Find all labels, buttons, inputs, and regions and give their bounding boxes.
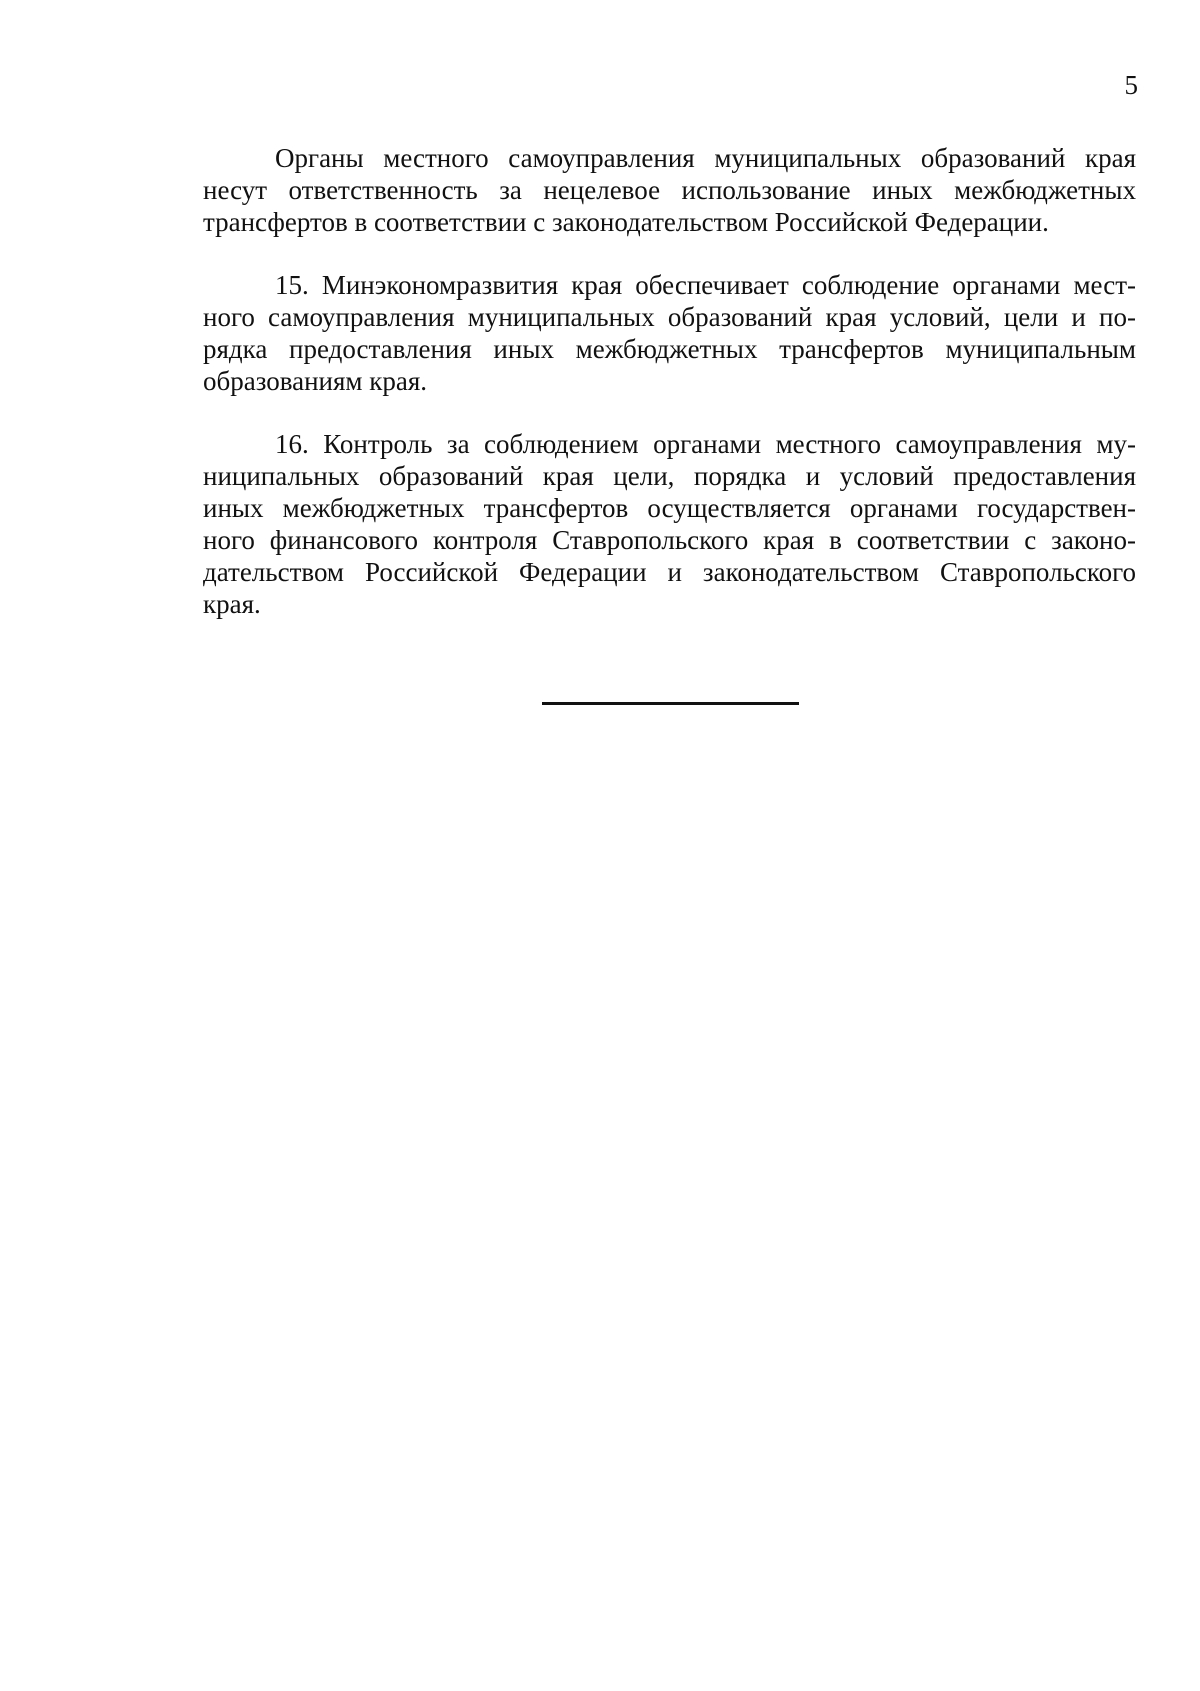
text-line: ниципальных образований края цели, порядка и условий предоставления [203, 461, 1136, 491]
text-line: края. [203, 589, 261, 619]
text-line: 16. Контроль за соблюдением органами местного самоуправления му- [275, 429, 1136, 459]
text-line: 15. Минэкономразвития края обеспечивает соблюдение органами мест- [275, 270, 1136, 300]
text-line: ного самоуправления муниципальных образований края условий, цели и по- [203, 302, 1136, 332]
text-line: иных межбюджетных трансфертов осуществляется органами государствен- [203, 493, 1136, 523]
text-line: трансфертов в соответствии с законодательством Российской Федерации. [203, 207, 1049, 237]
text-line: ного финансового контроля Ставропольского края в соответствии с законо- [203, 525, 1136, 555]
paragraph-liability [203, 142, 1136, 238]
text-line: образованиям края. [203, 366, 428, 396]
end-of-document-rule [542, 702, 799, 705]
paragraph-item-15 [203, 269, 1136, 397]
text-line: рядка предоставления иных межбюджетных трансфертов муниципальным [203, 334, 1136, 364]
document-body [203, 142, 1136, 651]
text-line: Органы местного самоуправления муниципальных образований края [275, 143, 1136, 173]
page-number: 5 [1124, 70, 1138, 100]
paragraph-item-16 [203, 428, 1136, 620]
text-line: несут ответственность за нецелевое использование иных межбюджетных [203, 175, 1136, 205]
text-line: дательством Российской Федерации и законодательством Ставропольского [203, 557, 1136, 587]
